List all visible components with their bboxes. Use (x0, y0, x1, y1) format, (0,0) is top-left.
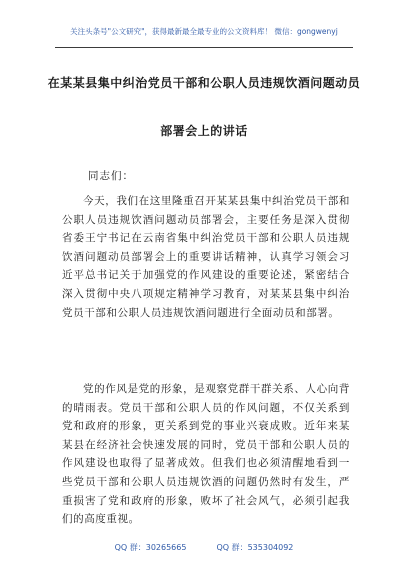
header-divider (55, 47, 353, 48)
salutation: 同志们： (88, 170, 134, 182)
header-banner: 关注头条号"公文研究"，获得最新最全最专业的公文资料库！ 微信：gongwenyj (70, 27, 338, 36)
document-title-line-2: 部署会上的讲话 (160, 124, 248, 138)
qq-group-1: QQ 群：30265665 (114, 543, 187, 552)
qq-group-2: QQ 群：535304092 (216, 543, 294, 552)
body-paragraph-1: 今天，我们在这里隆重召开某某县集中纠治党员干部和公职人员违规饮酒问题动员部署会，主要任务是深入贯彻省委王宁书记在云南省集中纠治党员干部和公职人员违规饮酒问题动员部署会上的重要讲话精神，认真学习领会习近平总书记关于加强党的作风建设的重要论述，紧密结合深入贯彻中央八项规定精神学习教育，对某某县集中纠治党员干部和公职人员违规饮酒问题进行全面动员和部署。 (62, 195, 350, 319)
document-title-line-1: 在某某县集中纠治党员干部和公职人员违规饮酒问题动员 (47, 76, 361, 90)
footer-contact (0, 542, 408, 553)
body-paragraph-2: 党的作风是党的形象，是观察党群干群关系、人心向背的晴雨表。党员干部和公职人员的作风问题，不仅关系到党和政府的形象，更关系到党的事业兴衰成败。近年来某某县在经济社会快速发展的同时，党员干部和公职人员的作风建设也取得了显著成效。但我们也必须清醒地看到一些党员干部和公职人员违规饮酒的问题仍然时有发生，严重损害了党和政府的形象，败坏了社会风气，必须引起我们的高度重视。 (62, 383, 350, 526)
